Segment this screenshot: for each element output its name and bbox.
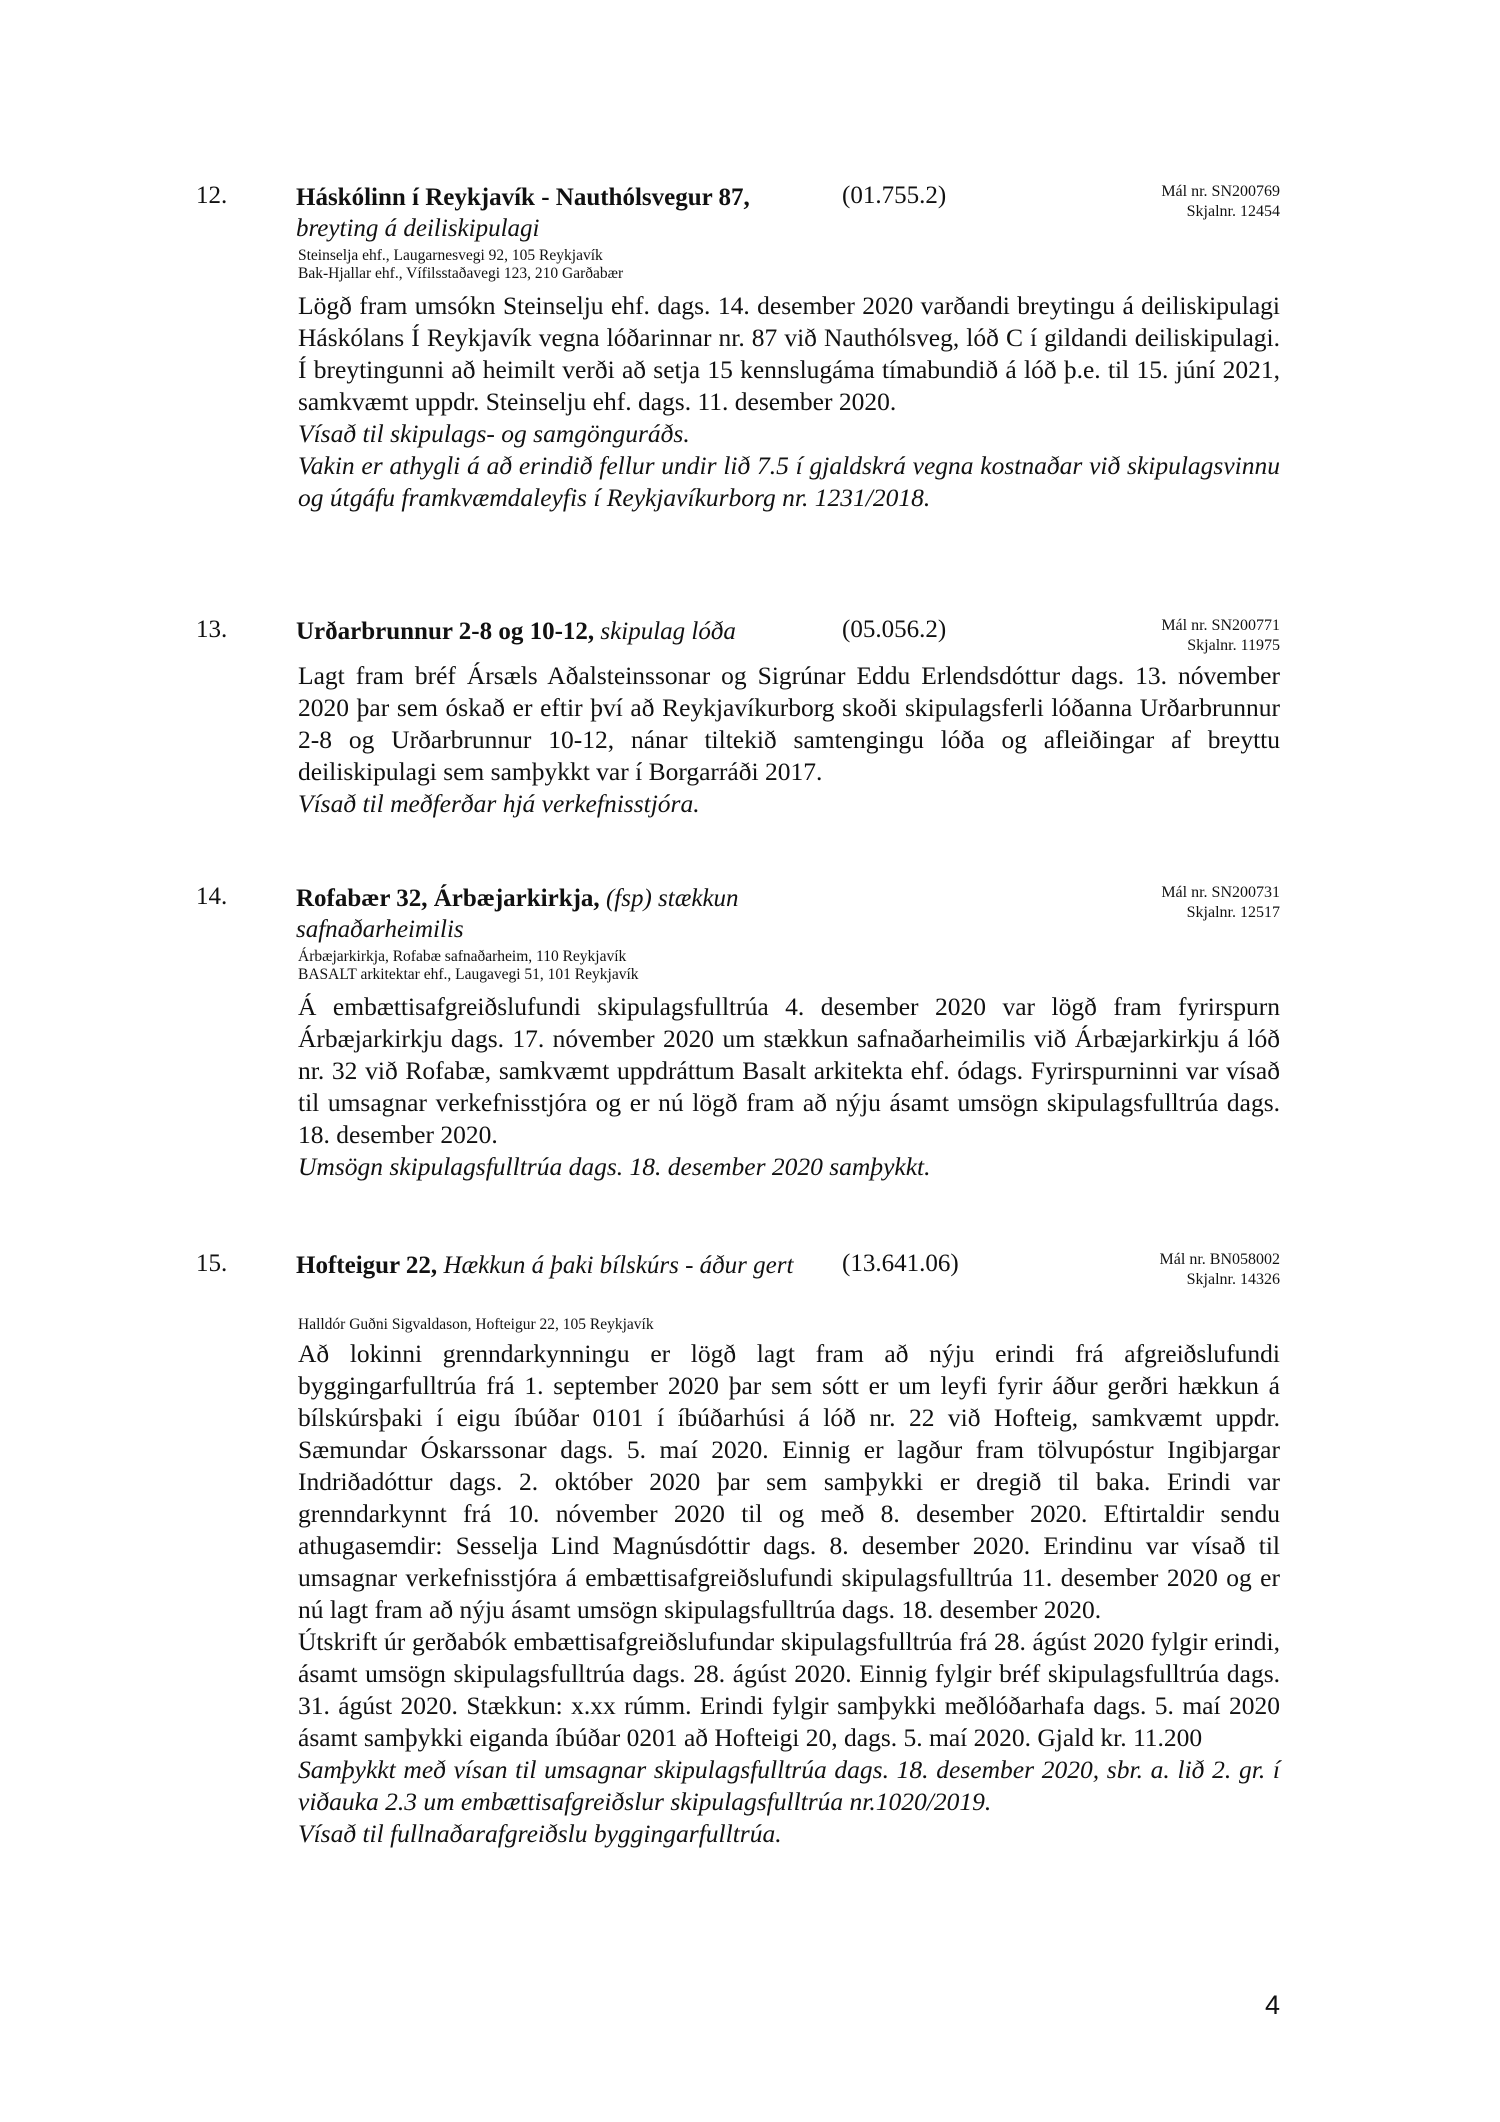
mal-number: Mál nr. SN200771 [1161, 617, 1280, 634]
item-body [298, 660, 1280, 820]
item-body [298, 1338, 1280, 1850]
item-number: 15. [196, 1250, 228, 1277]
item-body [298, 991, 1280, 1183]
skjal-number: Skjalnr. 12517 [1186, 904, 1280, 921]
party: Árbæjarkirkja, Rofabæ safnaðarheim, 110 Reykjavík [298, 948, 627, 965]
item-heading [296, 1250, 816, 1281]
item-note: Vísað til fullnaðarafgreiðslu byggingarfulltrúa. [298, 1819, 782, 1848]
item-number: 12. [196, 182, 228, 209]
item-reference [1060, 1250, 1280, 1290]
item-reference [1060, 182, 1280, 222]
skjal-number: Skjalnr. 11975 [1187, 637, 1280, 654]
item-text: Á embættisafgreiðslufundi skipulagsfulltrúa 4. desember 2020 var lögð fram fyrirspurn Árbæjarkirkju dags. 17. nóvember 2020 um stækkun safnaðarheimilis við Árbæjarkirkju á lóð nr. 32 við Rofabæ, samkvæmt uppdráttum Basalt arkitekta ehf. ódags. Fyrirspurninni var vísað til umsagnar verkefnisstjóra og er nú lögð fram að nýju ásamt umsögn skipulagsfulltrúa dags. 18. desember 2020. [298, 992, 1280, 1149]
item-subtitle: breyting á deiliskipulagi [296, 215, 540, 242]
item-subtitle: Hækkun á þaki bílskúrs - áður gert [443, 1252, 794, 1279]
item-subtitle: (fsp) stækkun safnaðarheimilis [296, 885, 739, 943]
item-parties [298, 247, 623, 283]
party: Bak-Hjallar ehf., Vífilsstaðavegi 123, 210 Garðabær [298, 265, 624, 282]
item-text: Lagt fram bréf Ársæls Aðalsteinssonar og Sigrúnar Eddu Erlendsdóttur dags. 13. nóvember 2020 þar sem óskað er eftir því að Reykjavíkurborg skoði skipulagsferli lóðanna Urðarbrunnur 2-8 og Urðarbrunnur 10-12, nánar tiltekið samtengingu lóða og afleiðingar af breyttu deiliskipulagi sem samþykkt var í Borgarráði 2017. [298, 661, 1280, 786]
item-number: 14. [196, 883, 228, 910]
item-number: 13. [196, 616, 228, 643]
item-note: Vakin er athygli á að erindið fellur undir lið 7.5 í gjaldskrá vegna kostnaðar við skipulagsvinnu og útgáfu framkvæmdaleyfis í Reykjavíkurborg nr. 1231/2018. [298, 451, 1280, 512]
item-body [298, 290, 1280, 514]
item-reference [1060, 616, 1280, 656]
mal-number: Mál nr. BN058002 [1159, 1251, 1280, 1268]
item-note: Vísað til meðferðar hjá verkefnisstjóra. [298, 789, 700, 818]
item-title: Háskólinn í Reykjavík - Nauthólsvegur 87, [296, 184, 750, 211]
item-subtitle: skipulag lóða [600, 618, 736, 645]
party: Halldór Guðni Sigvaldason, Hofteigur 22, 105 Reykjavík [298, 1316, 654, 1333]
item-code: (13.641.06) [842, 1250, 959, 1277]
item-text: Að lokinni grenndarkynningu er lögð lagt fram að nýju erindi frá afgreiðslufundi byggingarfulltrúa frá 1. september 2020 þar sem sótt er um leyfi fyrir áður gerðri hækkun á bílskúrsþaki í eigu íbúðar 0101 í íbúðarhúsi á lóð nr. 22 við Hofteig, samkvæmt uppdr. Sæmundar Óskarssonar dags. 5. maí 2020. Einnig er lagður fram tölvupóstur Ingibjargar Indriðadóttur dags. 2. október 2020 þar sem samþykki er dregið til baka. Erindi var grenndarkynnt frá 10. nóvember 2020 til og með 8. desember 2020. Eftirtaldir sendu athugasemdir: Sesselja Lind Magnúsdóttir dags. 8. desember 2020. Erindinu var vísað til umsagnar verkefnisstjóra á embættisafgreiðslufundi skipulagsfulltrúa 11. desember 2020 og er nú lagt fram að nýju ásamt umsögn skipulagsfulltrúa dags. 18. desember 2020. [298, 1339, 1280, 1624]
item-parties [298, 948, 639, 984]
item-parties [298, 1316, 654, 1334]
item-text: Lögð fram umsókn Steinselju ehf. dags. 14. desember 2020 varðandi breytingu á deiliskipulagi Háskólans Í Reykjavík vegna lóðarinnar nr. 87 við Nauthólsveg, lóð C í gildandi deiliskipulagi. Í breytingunni að heimilt verði að setja 15 kennslugáma tímabundið á lóð þ.e. til 15. júní 2021, samkvæmt uppdr. Steinselju ehf. dags. 11. desember 2020. [298, 291, 1280, 416]
item-code: (05.056.2) [842, 616, 947, 643]
party: BASALT arkitektar ehf., Laugavegi 51, 101 Reykjavík [298, 966, 639, 983]
mal-number: Mál nr. SN200769 [1161, 183, 1280, 200]
item-heading [296, 616, 836, 647]
item-code: (01.755.2) [842, 182, 947, 209]
item-heading [296, 182, 836, 244]
item-note: Umsögn skipulagsfulltrúa dags. 18. desember 2020 samþykkt. [298, 1152, 931, 1181]
item-note: Vísað til skipulags- og samgönguráðs. [298, 419, 690, 448]
item-note: Samþykkt með vísan til umsagnar skipulagsfulltrúa dags. 18. desember 2020, sbr. a. lið 2. gr. í viðauka 2.3 um embættisafgreiðslur skipulagsfulltrúa nr.1020/2019. [298, 1755, 1280, 1816]
item-heading [296, 883, 816, 945]
item-reference [1060, 883, 1280, 923]
skjal-number: Skjalnr. 12454 [1186, 203, 1280, 220]
item-title: Hofteigur 22, [296, 1252, 438, 1279]
item-title: Urðarbrunnur 2-8 og 10-12, [296, 618, 595, 645]
item-text-continued: Útskrift úr gerðabók embættisafgreiðslufundar skipulagsfulltrúa frá 28. ágúst 2020 fylgir erindi, ásamt umsögn skipulagsfulltrúa dags. 28. ágúst 2020. Einnig fylgir bréf skipulagsfulltrúa dags. 31. ágúst 2020. Stækkun: x.xx rúmm. Erindi fylgir samþykki meðlóðarhafa dags. 5. maí 2020 ásamt samþykki eiganda íbúðar 0201 að Hofteigi 20, dags. 5. maí 2020. Gjald kr. 11.200 [298, 1627, 1280, 1752]
mal-number: Mál nr. SN200731 [1161, 884, 1280, 901]
page-number: 4 [1264, 1990, 1280, 2020]
party: Steinselja ehf., Laugarnesvegi 92, 105 Reykjavík [298, 247, 603, 264]
skjal-number: Skjalnr. 14326 [1186, 1271, 1280, 1288]
item-title: Rofabær 32, Árbæjarkirkja, [296, 885, 600, 912]
